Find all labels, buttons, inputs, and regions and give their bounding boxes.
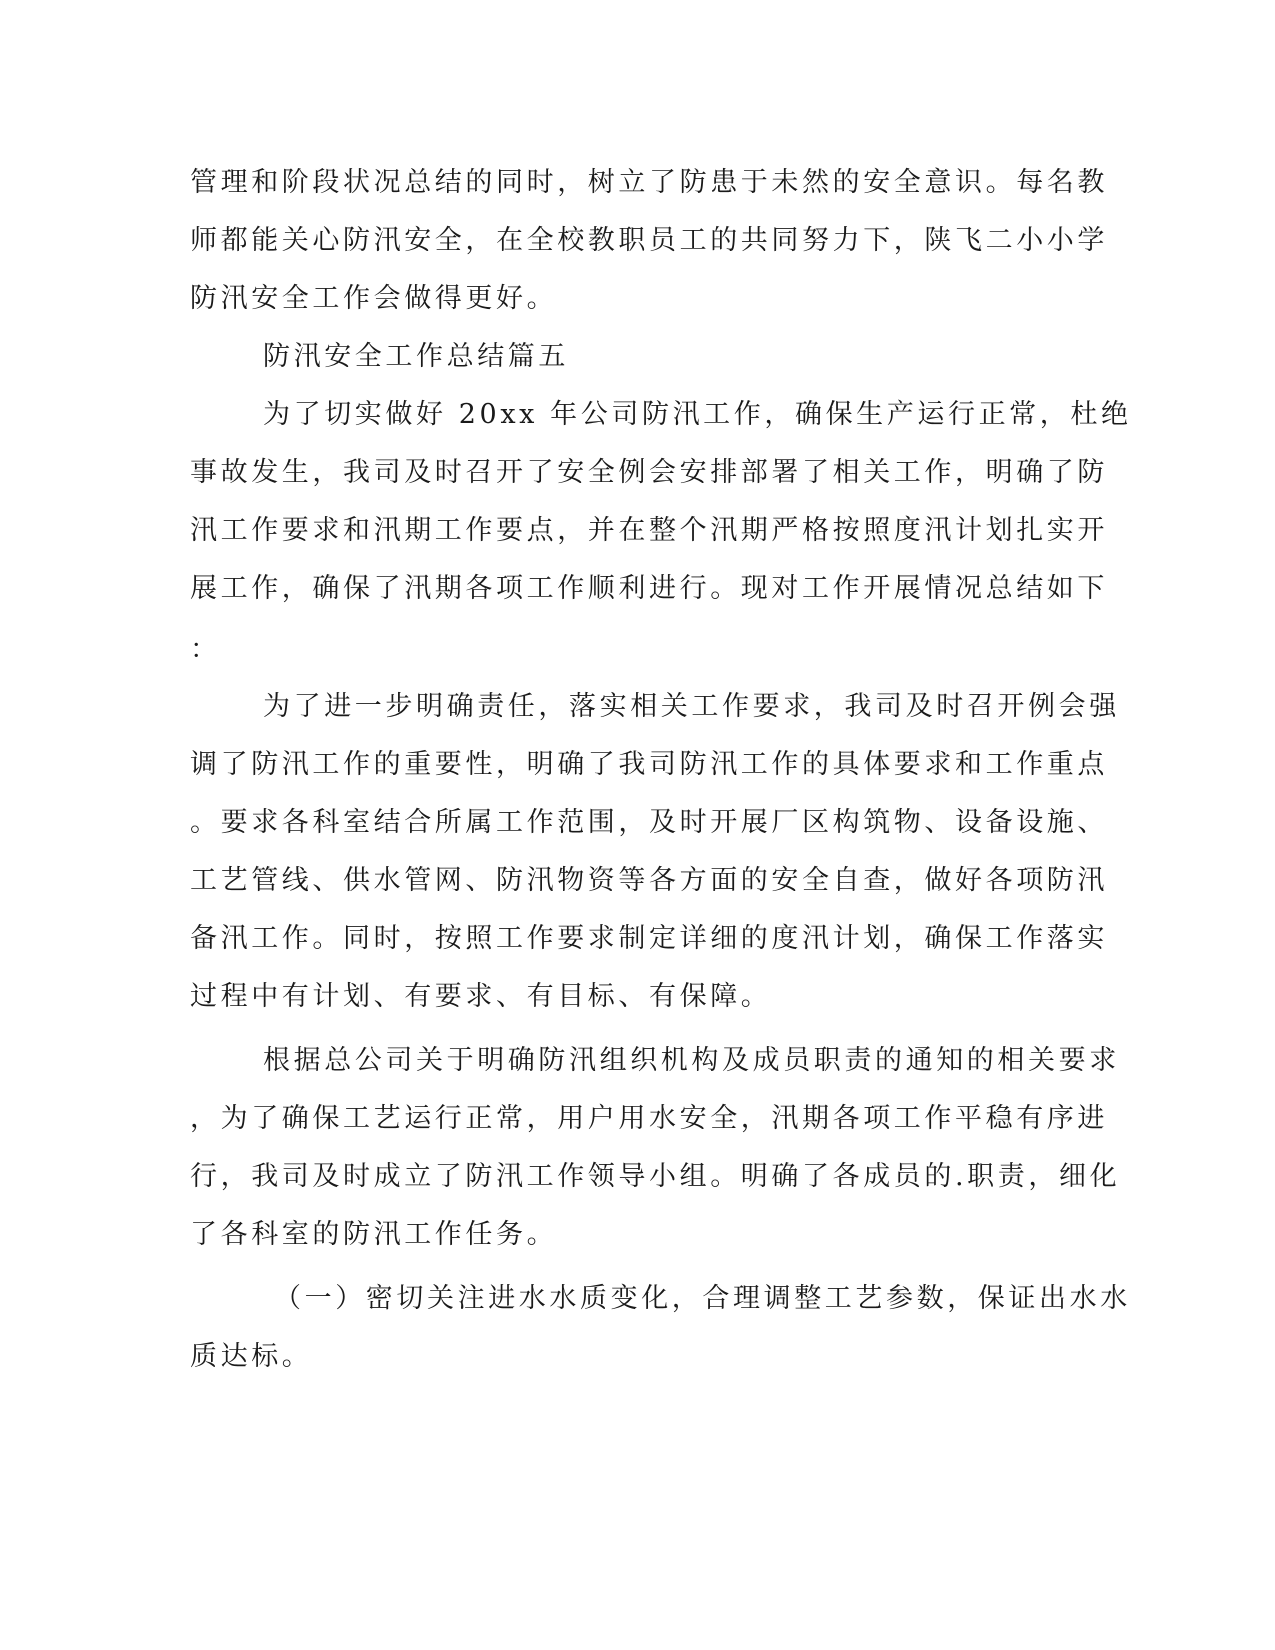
paragraph-line: 了各科室的防汛工作任务。 bbox=[190, 1219, 558, 1250]
paragraph-line: 为了进一步明确责任，落实相关工作要求，我司及时召开例会强 bbox=[263, 691, 1120, 722]
paragraph-line: 防汛安全工作会做得更好。 bbox=[190, 283, 558, 314]
paragraph-line: 师都能关心防汛安全，在全校教职员工的共同努力下，陕飞二小小学 bbox=[190, 225, 1108, 256]
paragraph-line: 工艺管线、供水管网、防汛物资等各方面的安全自查，做好各项防汛 bbox=[190, 865, 1108, 896]
list-item-heading: （一）密切关注进水水质变化，合理调整工艺参数，保证出水水 bbox=[274, 1283, 1131, 1314]
paragraph-line: 质达标。 bbox=[190, 1341, 313, 1372]
section-heading: 防汛安全工作总结篇五 bbox=[263, 341, 569, 372]
paragraph-line: 为了切实做好 20xx 年公司防汛工作，确保生产运行正常，杜绝 bbox=[263, 399, 1132, 430]
paragraph-line: 汛工作要求和汛期工作要点，并在整个汛期严格按照度汛计划扎实开 bbox=[190, 515, 1108, 546]
paragraph-line: ，为了确保工艺运行正常，用户用水安全，汛期各项工作平稳有序进 bbox=[190, 1103, 1108, 1134]
paragraph-line: 根据总公司关于明确防汛组织机构及成员职责的通知的相关要求 bbox=[263, 1045, 1120, 1076]
paragraph-line: 管理和阶段状况总结的同时，树立了防患于未然的安全意识。每名教 bbox=[190, 167, 1108, 198]
paragraph-line: 行，我司及时成立了防汛工作领导小组。明确了各成员的.职责，细化 bbox=[190, 1161, 1121, 1192]
paragraph-line: 调了防汛工作的重要性，明确了我司防汛工作的具体要求和工作重点 bbox=[190, 749, 1108, 780]
paragraph-line: 备汛工作。同时，按照工作要求制定详细的度汛计划，确保工作落实 bbox=[190, 923, 1108, 954]
paragraph-line: 展工作，确保了汛期各项工作顺利进行。现对工作开展情况总结如下 bbox=[190, 573, 1108, 604]
paragraph-line: 。要求各科室结合所属工作范围，及时开展厂区构筑物、设备设施、 bbox=[190, 807, 1108, 838]
paragraph-line: 过程中有计划、有要求、有目标、有保障。 bbox=[190, 981, 772, 1012]
paragraph-line: 事故发生，我司及时召开了安全例会安排部署了相关工作，明确了防 bbox=[190, 457, 1108, 488]
paragraph-line: ： bbox=[190, 634, 221, 665]
